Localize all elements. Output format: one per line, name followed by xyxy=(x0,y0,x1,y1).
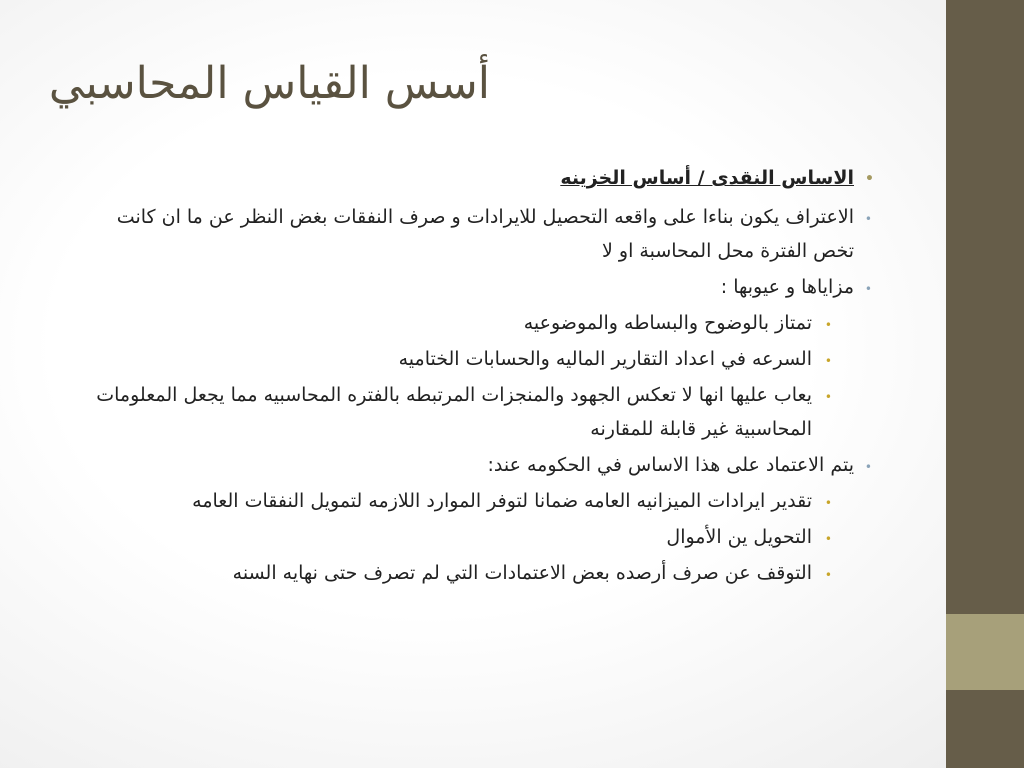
main-heading-text: الاساس النقدى / أساس الخزينه xyxy=(560,167,854,189)
list-item xyxy=(70,270,872,304)
list-item-text: مزاياها و عيوبها : xyxy=(720,276,854,298)
bullet-icon: • xyxy=(824,318,832,332)
bullet-icon: • xyxy=(824,532,832,546)
sub-list-item xyxy=(70,520,832,554)
sub-list-item-text: يعاب عليها انها لا تعكس الجهود والمنجزات المرتبطه بالفتره المحاسبيه مما يجعل المعلومات المحاسبية غير قابلة للمقارنه xyxy=(96,384,812,440)
sub-list-item-text: تمتاز بالوضوح والبساطه والموضوعيه xyxy=(523,312,812,334)
bullet-icon: • xyxy=(864,460,872,474)
sub-list-item-text: تقدير ايرادات الميزانيه العامه ضمانا لتوفر الموارد اللازمه لتمويل النفقات العامه xyxy=(192,490,812,512)
slide-content xyxy=(70,164,874,592)
bullet-icon: • xyxy=(824,568,832,582)
bullet-icon: • xyxy=(824,390,832,404)
sub-list-item-text: التوقف عن صرف أرصده بعض الاعتمادات التي لم تصرف حتى نهايه السنه xyxy=(232,562,812,584)
sub-list-item xyxy=(70,484,832,518)
slide-title: أسس القياس المحاسبي xyxy=(48,58,490,109)
sub-list-item xyxy=(70,342,832,376)
list-item xyxy=(70,448,872,482)
sub-list-item-text: التحويل ين الأموال xyxy=(666,526,812,548)
list-item-text: يتم الاعتماد على هذا الاساس في الحكومه عند: xyxy=(487,454,854,476)
bullet-icon: • xyxy=(865,171,874,187)
bullet-icon: • xyxy=(864,282,872,296)
sub-list-item-text: السرعه في اعداد التقارير الماليه والحسابات الختاميه xyxy=(398,348,812,370)
sub-list-item xyxy=(70,378,832,446)
bullet-icon: • xyxy=(824,496,832,510)
bullet-icon: • xyxy=(864,212,872,226)
list-item xyxy=(70,200,872,268)
bullet-icon: • xyxy=(824,354,832,368)
sub-list-item xyxy=(70,556,832,590)
sub-list-item xyxy=(70,306,832,340)
side-accent-block xyxy=(946,614,1024,690)
list-item-text: الاعتراف يكون بناءا على واقعه التحصيل للايرادات و صرف النفقات بغض النظر عن ما ان كانت تخص الفترة محل المحاسبة او لا xyxy=(116,206,854,262)
main-heading-item xyxy=(70,164,874,192)
